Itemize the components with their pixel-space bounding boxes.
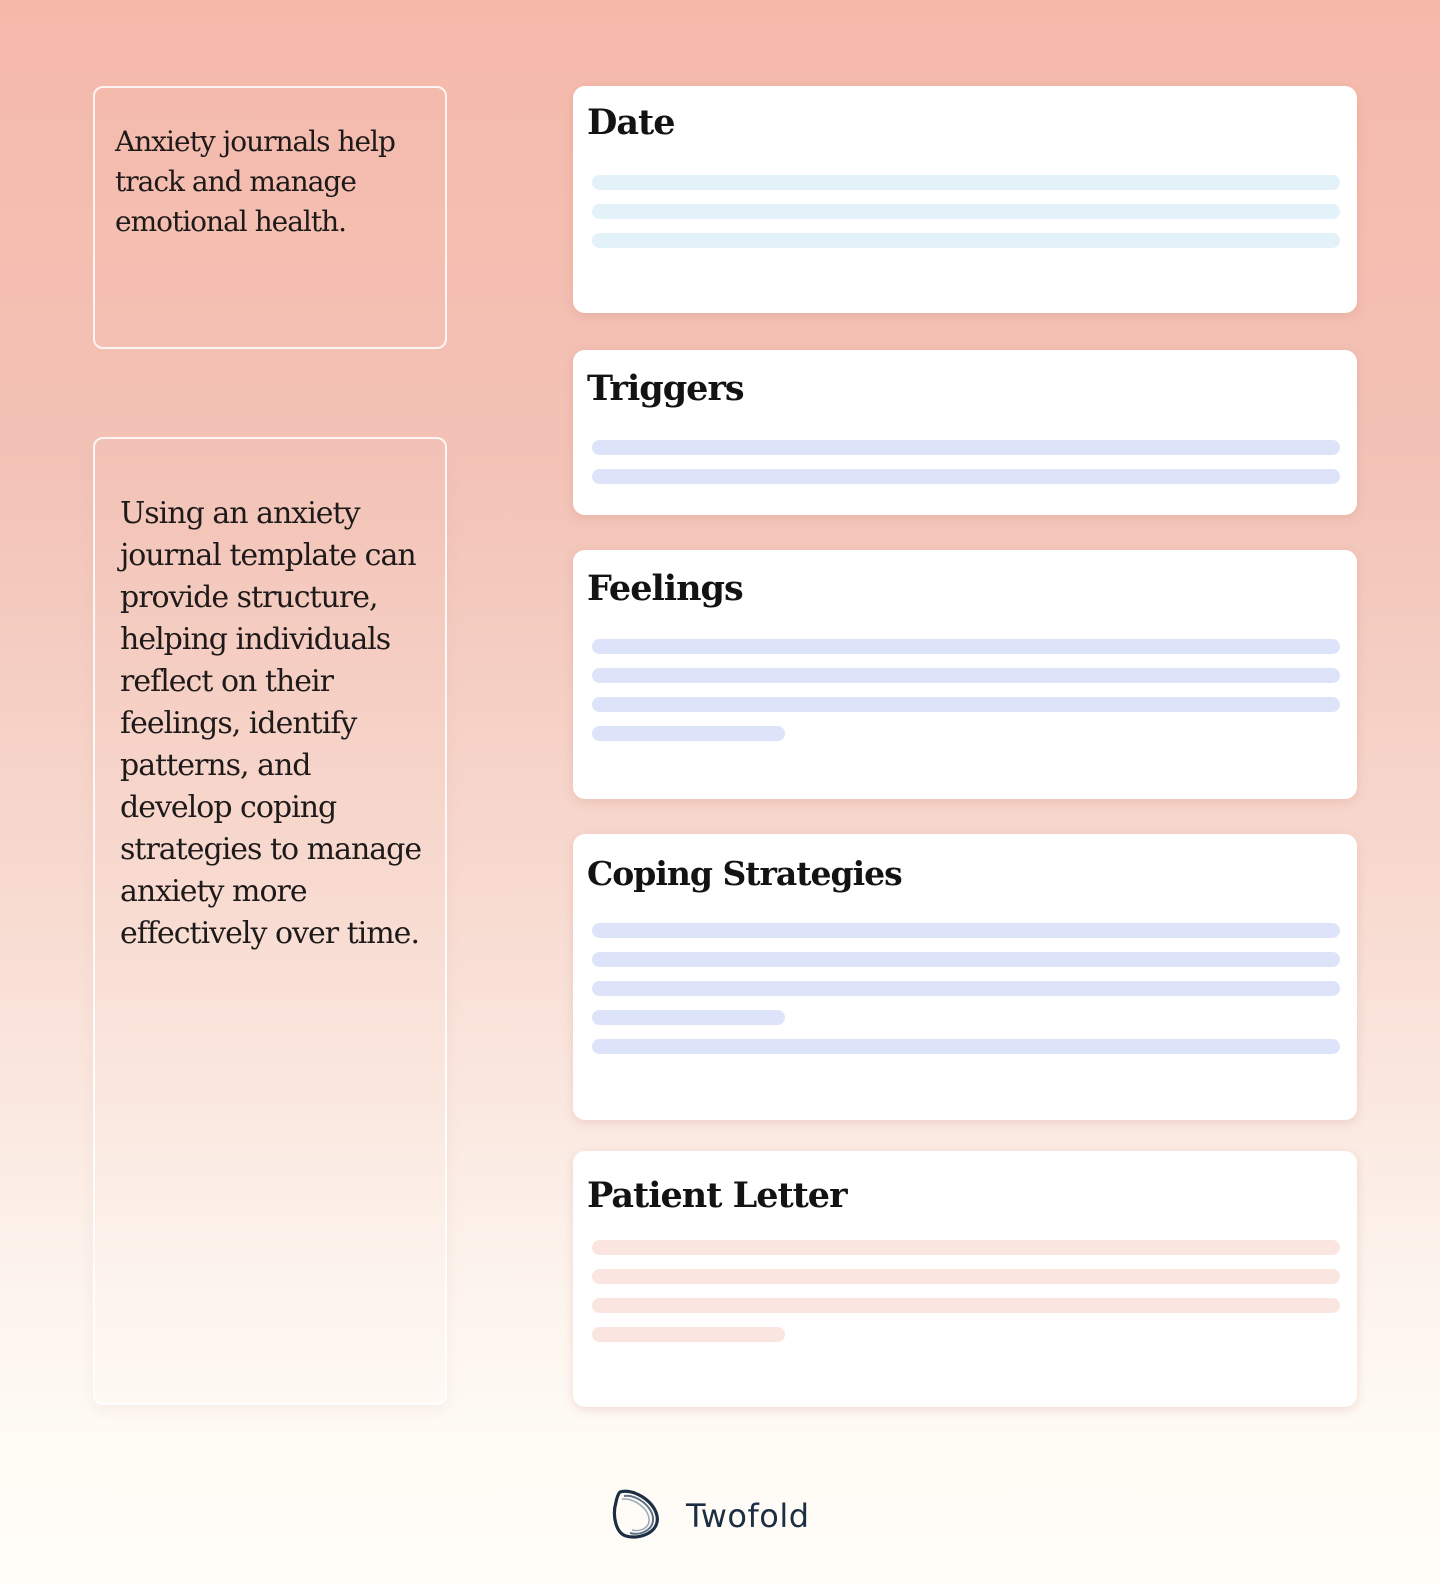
placeholder-line: [592, 726, 785, 741]
placeholder-line: [592, 440, 1340, 455]
twofold-logo[interactable]: [610, 1486, 810, 1546]
placeholder-line: [592, 923, 1340, 938]
placeholder-line: [592, 952, 1340, 967]
placeholder-line: [592, 1269, 1340, 1284]
placeholder-line: [592, 981, 1340, 996]
patient-letter-title: Patient Letter: [587, 1175, 847, 1216]
placeholder-line: [592, 639, 1340, 654]
placeholder-line: [592, 1327, 785, 1342]
description-info-box: [93, 437, 447, 1405]
coping-strategies-card[interactable]: [573, 834, 1357, 1120]
placeholder-line: [592, 1298, 1340, 1313]
placeholder-line: [592, 233, 1340, 248]
placeholder-line: [592, 1039, 1340, 1054]
feelings-title: Feelings: [587, 568, 743, 609]
placeholder-line: [592, 1010, 785, 1025]
brand-name: Twofold: [686, 1497, 810, 1535]
placeholder-line: [592, 469, 1340, 484]
placeholder-line: [592, 668, 1340, 683]
placeholder-line: [592, 697, 1340, 712]
triggers-card[interactable]: [573, 350, 1357, 515]
intro-text: Anxiety journals help track and manage emotional health.: [115, 125, 395, 238]
intro-info-box: [93, 86, 447, 349]
feelings-card[interactable]: [573, 550, 1357, 799]
placeholder-line: [592, 204, 1340, 219]
description-text: Using an anxiety journal template can provide structure, helping individuals reflect on their feelings, identify patterns, and develop coping strategies to manage anxiety more effectively over time.: [120, 496, 422, 951]
coping-strategies-title: Coping Strategies: [587, 854, 902, 893]
placeholder-line: [592, 1240, 1340, 1255]
patient-letter-card[interactable]: [573, 1151, 1357, 1407]
triggers-title: Triggers: [587, 368, 744, 409]
date-title: Date: [587, 102, 675, 143]
twofold-logo-icon: [610, 1486, 666, 1546]
date-card[interactable]: [573, 86, 1357, 313]
placeholder-line: [592, 175, 1340, 190]
